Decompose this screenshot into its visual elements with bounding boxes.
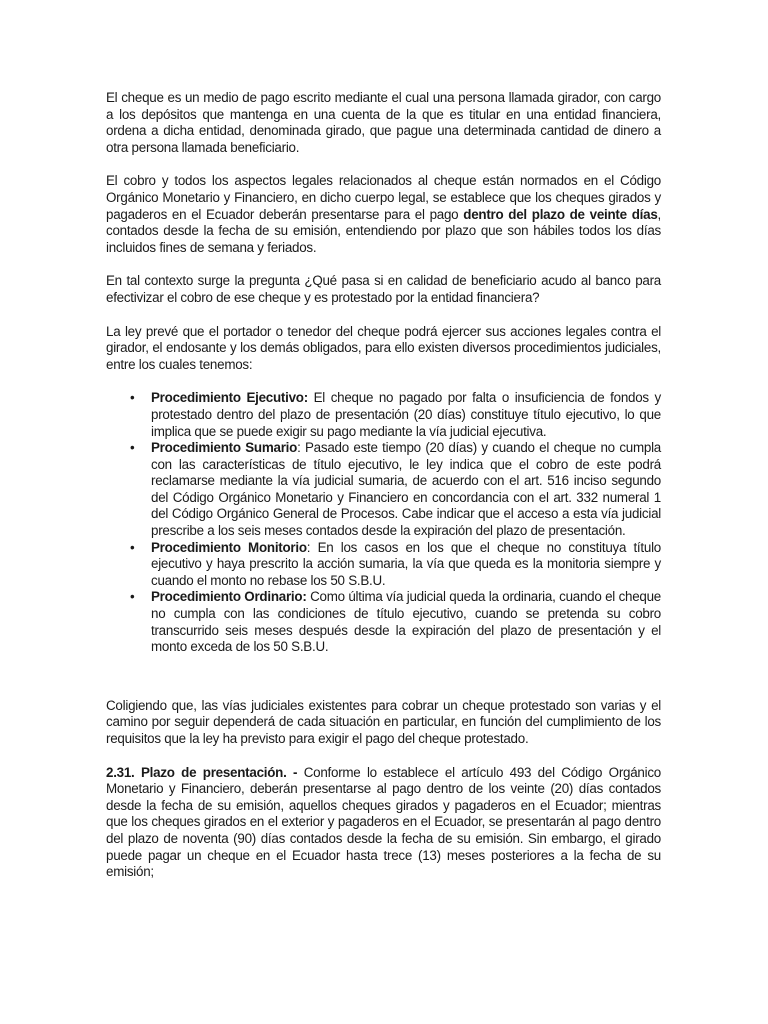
document-page	[106, 90, 661, 898]
paragraph-text: En tal contexto surge la pregunta ¿Qué pasa si en calidad de beneficiario acudo al banco para efectivizar el cobro de ese cheque y es protestado por la entidad financiera?	[106, 273, 661, 305]
list-item-term: Procedimiento Ordinario:	[151, 589, 307, 605]
paragraph-conclusion	[106, 698, 661, 748]
bullet-icon: •	[130, 440, 135, 456]
section-text: Conforme lo establece el artículo 493 del Código Orgánico Monetario y Financiero, deberán presentarse al pago dentro de los veinte (20) días contados desde la fecha de su emisión, aquellos cheques girados y pagaderos en el Ecuador; mientras que los cheques girados en el exterior y pagaderos en el Ecuador, se presentarán al pago dentro del plazo de noventa (90) días contados desde la fecha de su emisión. Sin embargo, el girado puede pagar un cheque en el Ecuador hasta trece (13) meses posteriores a la fecha de su emisión;	[106, 764, 661, 880]
paragraph-emphasis: dentro del plazo de veinte días	[463, 206, 658, 222]
list-item-term: Procedimiento Sumario	[151, 440, 298, 456]
paragraph-question	[106, 273, 661, 306]
procedures-list	[106, 390, 661, 656]
paragraph-text: El cheque es un medio de pago escrito mediante el cual una persona llamada girador, con cargo a los depósitos que mantenga en una cuenta de la que es titular en una entidad financiera, ordena a dicha entidad, denominada girado, que pague una determinada cantidad de dinero a otra persona llamada beneficiario.	[106, 90, 661, 155]
list-item-term: Procedimiento Monitorio	[151, 539, 307, 555]
list-item-procedimiento-monitorio	[106, 540, 661, 590]
list-item-term: Procedimiento Ejecutivo:	[151, 390, 308, 406]
section-plazo-presentacion	[106, 765, 661, 881]
paragraph-cheque-definition	[106, 90, 661, 156]
paragraph-text: Coligiendo que, las vías judiciales existentes para cobrar un cheque protestado son varias y el camino por seguir dependerá de cada situación en particular, en función del cumplimiento de los requisitos que la ley ha previsto para exigir el pago del cheque protestado.	[106, 697, 661, 746]
paragraph-legal-actions	[106, 324, 661, 374]
paragraph-text: El cobro y todos los aspectos legales relacionados al cheque están normados en el Código Orgánico Monetario y Financiero, en dicho cuerpo legal, se establece que los cheques girados y pagaderos en el Ecuador deberán presentarse para el pago	[106, 173, 661, 222]
list-item-text: : Pasado este tiempo (20 días) y cuando el cheque no cumpla con las características de título ejecutivo, le ley indica que el cobro de este podrá reclamarse mediante la vía judicial sumaria, de acuerdo con el art. 516 inciso segundo del Código Orgánico Monetario y Financiero en concordancia con el art. 332 numeral 1 del Código Orgánico General de Procesos. Cabe indicar que el acceso a esta vía judicial prescribe a los seis meses contados desde la expiración del plazo de presentación.	[151, 440, 661, 539]
paragraph-legal-framework	[106, 173, 661, 256]
paragraph-text: , contados desde la fecha de su emisión, entendiendo por plazo que son hábiles todos los días incluidos fines de semana y feriados.	[106, 206, 661, 255]
list-item-procedimiento-sumario	[106, 440, 661, 540]
list-item-text: : En los casos en los que el cheque no constituya título ejecutivo y haya prescrito la acción sumaria, la vía que queda es la monitoria siempre y cuando el monto no rebase los 50 S.B.U.	[151, 539, 661, 588]
paragraph-text: La ley prevé que el portador o tenedor del cheque podrá ejercer sus acciones legales contra el girador, el endosante y los demás obligados, para ello existen diversos procedimientos judiciales, entre los cuales tenemos:	[106, 323, 661, 372]
list-item-text: Como última vía judicial queda la ordinaria, cuando el cheque no cumpla con las condiciones de título ejecutivo, cuando se pretenda su cobro transcurrido seis meses después desde la expiración del plazo de presentación y el monto exceda de los 50 S.B.U.	[151, 589, 661, 655]
bullet-icon: •	[130, 390, 135, 406]
list-item-procedimiento-ejecutivo	[106, 390, 661, 440]
bullet-icon: •	[130, 589, 135, 605]
bullet-icon: •	[130, 539, 135, 555]
list-item-text: El cheque no pagado por falta o insuficiencia de fondos y protestado dentro del plazo de presentación (20 días) constituye título ejecutivo, lo que implica que se puede exigir su pago mediante la vía judicial ejecutiva.	[151, 390, 661, 439]
list-item-procedimiento-ordinario	[106, 589, 661, 655]
section-heading: 2.31. Plazo de presentación. -	[106, 764, 298, 780]
